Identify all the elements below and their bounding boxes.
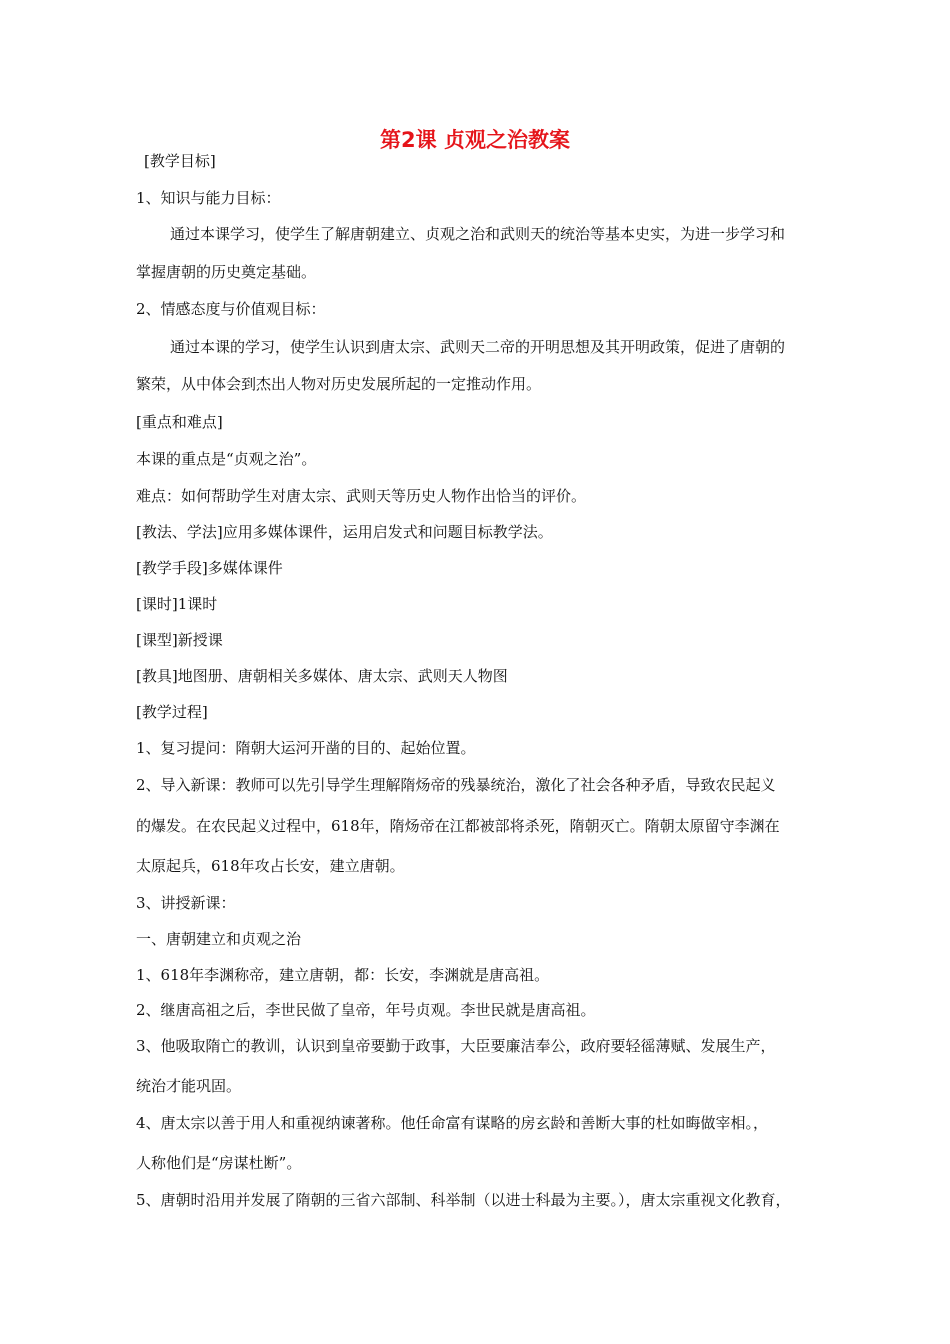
section-heading: [重点和难点] (136, 413, 223, 431)
paragraph-line: 4、唐太宗以善于用人和重视纳谏著称。他任命富有谋略的房玄龄和善断大事的杜如晦做宰相。， (136, 1114, 769, 1132)
section-heading: [教学过程] (136, 703, 208, 721)
paragraph-line: 的爆发。在农民起义过程中，618年，隋炀帝在江都被部将杀死，隋朝灭亡。隋朝太原留守李渊在 (136, 817, 780, 835)
paragraph-line: 5、唐朝时沿用并发展了隋朝的三省六部制、科举制（以进士科最为主要。），唐太宗重视文化教育， (136, 1191, 791, 1209)
paragraph-line: 繁荣，从中体会到杰出人物对历史发展所起的一定推动作用。 (136, 375, 542, 393)
paragraph-line: 3、讲授新课： (136, 894, 236, 912)
paragraph-line: 统治才能巩固。 (136, 1077, 242, 1095)
paragraph-line: 1、知识与能力目标： (136, 189, 281, 207)
paragraph-line: [课时]1课时 (136, 595, 218, 613)
section-heading: [教学目标] (144, 152, 216, 170)
paragraph-line: [教法、学法]应用多媒体课件，运用启发式和问题目标教学法。 (136, 523, 553, 541)
paragraph-line: 1、618年李渊称帝，建立唐朝，都：长安，李渊就是唐高祖。 (136, 966, 550, 984)
paragraph-line: 3、他吸取隋亡的教训，认识到皇帝要勤于政事，大臣要廉洁奉公，政府要轻徭薄赋、发展生产， (136, 1037, 776, 1055)
paragraph-line: 2、导入新课：教师可以先引导学生理解隋炀帝的残暴统治，激化了社会各种矛盾，导致农民起义 (136, 776, 776, 794)
paragraph-line: [教学手段]多媒体课件 (136, 559, 283, 577)
paragraph-line: [教具]地图册、唐朝相关多媒体、唐太宗、武则天人物图 (136, 667, 508, 685)
paragraph-line: 本课的重点是“贞观之治”。 (136, 450, 317, 468)
paragraph-line: 人称他们是“房谋杜断”。 (136, 1154, 302, 1172)
paragraph-line: 掌握唐朝的历史奠定基础。 (136, 263, 317, 281)
paragraph-line: 太原起兵，618年攻占长安，建立唐朝。 (136, 857, 405, 875)
paragraph-line: 2、情感态度与价值观目标： (136, 300, 326, 318)
paragraph-line: 1、复习提问：隋朝大运河开凿的目的、起始位置。 (136, 739, 476, 757)
paragraph-line: 难点：如何帮助学生对唐太宗、武则天等历史人物作出恰当的评价。 (136, 487, 587, 505)
paragraph-line: 通过本课学习，使学生了解唐朝建立、贞观之治和武则天的统治等基本史实，为进一步学习和 (170, 225, 786, 243)
document-title: 第2课 贞观之治教案 (380, 128, 570, 152)
paragraph-line: [课型]新授课 (136, 631, 223, 649)
paragraph-line: 通过本课的学习，使学生认识到唐太宗、武则天二帝的开明思想及其开明政策，促进了唐朝的 (170, 338, 786, 356)
paragraph-line: 2、继唐高祖之后，李世民做了皇帝，年号贞观。李世民就是唐高祖。 (136, 1001, 596, 1019)
section-heading: 一、唐朝建立和贞观之治 (136, 930, 302, 948)
